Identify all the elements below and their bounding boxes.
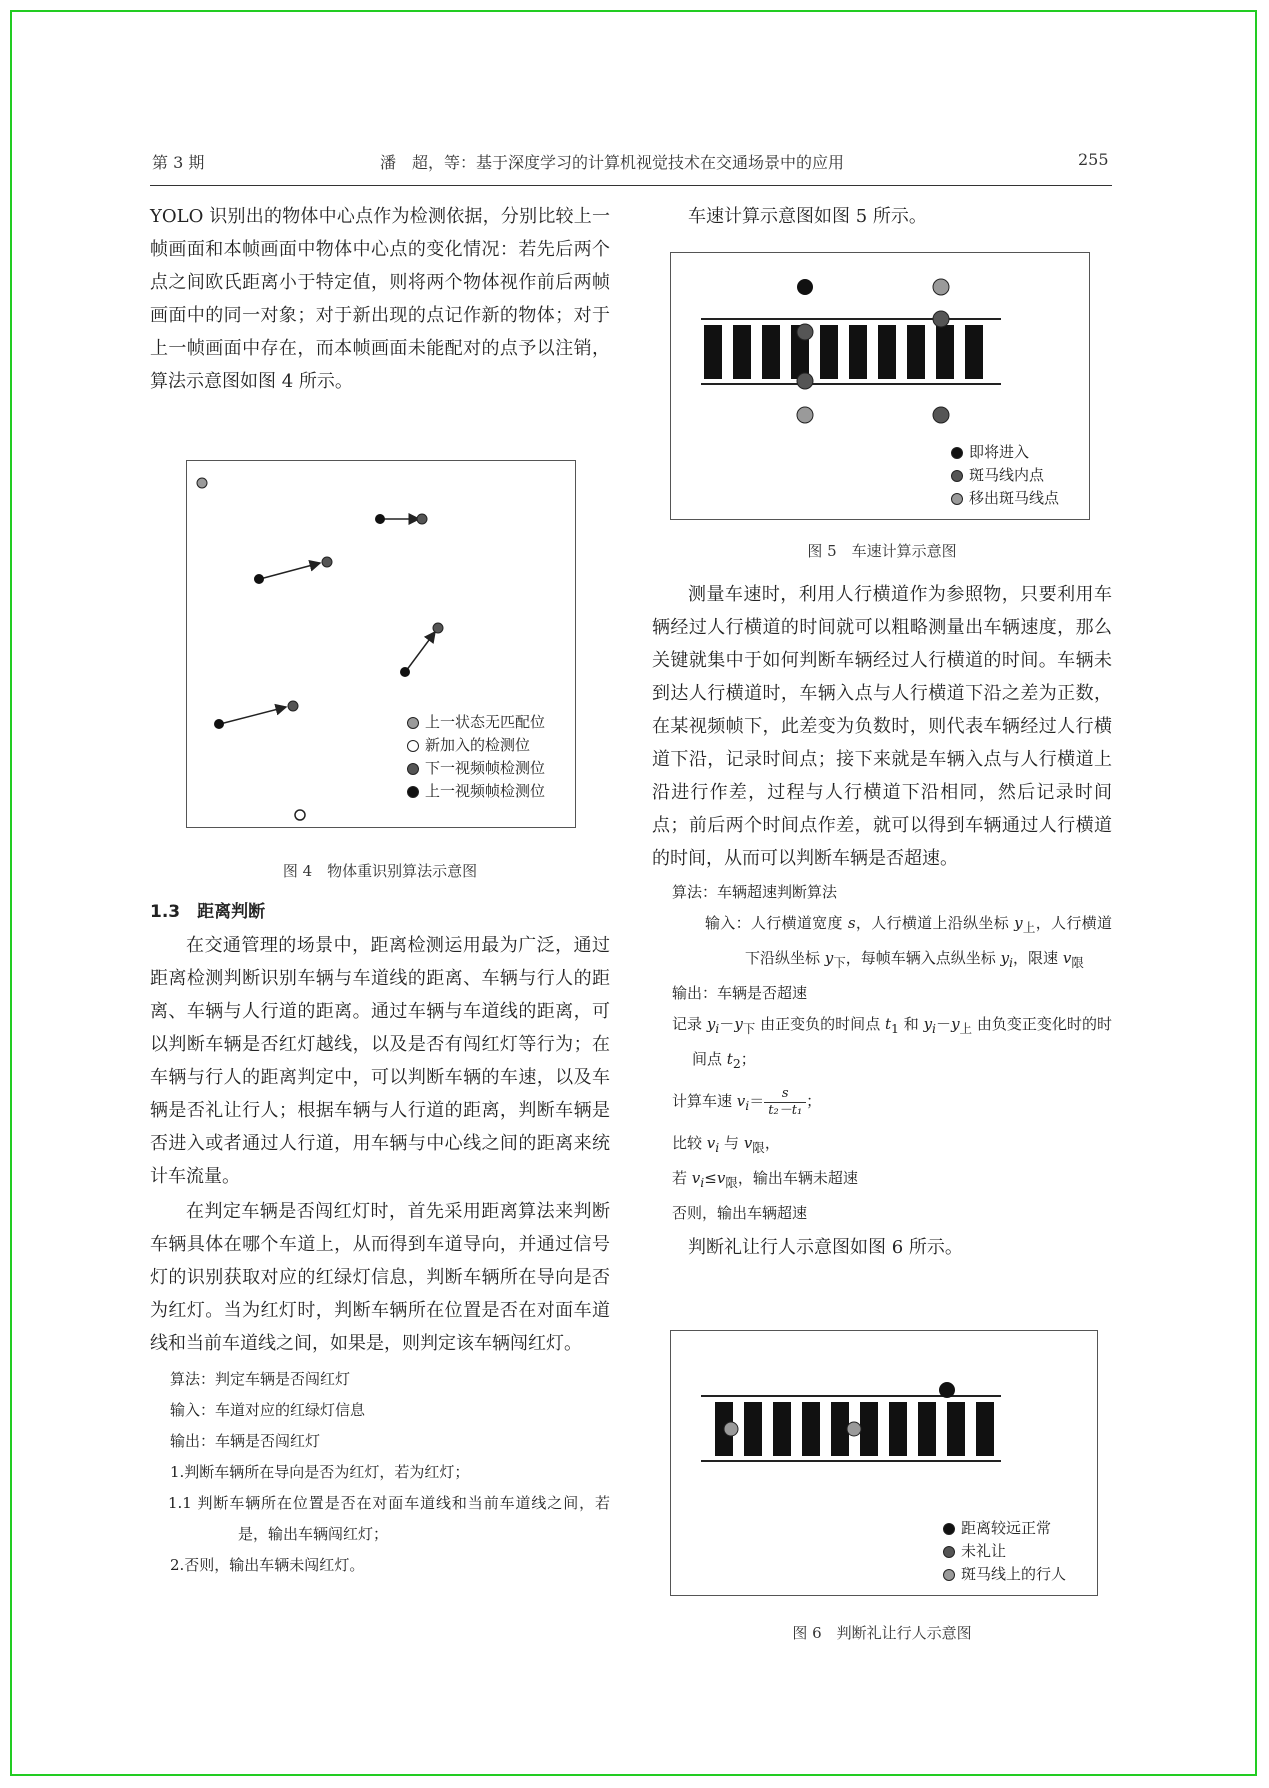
algo-input: 输入：人行横道宽度 s，人行横道上沿纵坐标 $y_上$，人行横道下沿纵坐标 $y_下$，每帧车辆入点纵坐标 $y_i$，限速 $v_限$ bbox=[705, 914, 1112, 970]
figure-6-caption: 图 6 判断礼让行人示意图 bbox=[792, 1624, 972, 1642]
paragraph-yolo: YOLO 识别出的物体中心点作为检测依据，分别比较上一帧画面和本帧画面中物体中心点的变化情况：若先后两个点之间欧氏距离小于特定值，则将两个物体视作前后两帧画面中的同一对象；对于新出现的点记作新的物体；对于上一帧画面中存在，而本帧画面未能配对的点予以注销，算法示意图如图 4 所示。 bbox=[150, 206, 610, 392]
legend-swatch bbox=[407, 717, 419, 729]
figure-6-legend bbox=[943, 1517, 1066, 1586]
legend-item: 下一视频帧检测位 bbox=[407, 757, 545, 780]
right-column-top bbox=[652, 200, 1112, 233]
header-rule bbox=[150, 185, 1112, 186]
next-frame-point bbox=[322, 557, 332, 567]
inside-point bbox=[933, 311, 949, 327]
legend-swatch bbox=[943, 1569, 955, 1581]
page-number: 255 bbox=[1078, 150, 1109, 169]
left-column-top bbox=[150, 200, 610, 398]
left-column-bottom bbox=[150, 895, 610, 1581]
legend-swatch bbox=[943, 1523, 955, 1535]
legend-item: 斑马线上的行人 bbox=[943, 1563, 1066, 1586]
new-detection-point bbox=[295, 810, 305, 820]
track-arrow bbox=[406, 632, 435, 671]
legend-item: 新加入的检测位 bbox=[407, 734, 545, 757]
paragraph-red-light: 在判定车辆是否闯红灯时，首先采用距离算法来判断车辆具体在哪个车道上，从而得到车道导向，并通过信号灯的识别获取对应的红绿灯信息，判断车辆所在导向是否为红灯。当为红灯时，判断车辆所在位置是否在对面车道线和当前车道线之间，如果是，则判定该车辆闯红灯。 bbox=[150, 1201, 610, 1354]
next-frame-point bbox=[288, 701, 298, 711]
entering-point bbox=[797, 279, 813, 295]
pedestrian-point bbox=[847, 1422, 861, 1436]
prev-frame-point bbox=[254, 574, 264, 584]
pedestrian-point bbox=[724, 1422, 738, 1436]
far-normal-point bbox=[939, 1382, 955, 1398]
figure-6-intro: 判断礼让行人示意图如图 6 所示。 bbox=[688, 1237, 963, 1258]
legend-swatch bbox=[407, 740, 419, 752]
legend-item: 斑马线内点 bbox=[951, 464, 1059, 487]
algo-output: 输出：车辆是否超速 bbox=[672, 984, 808, 1002]
legend-item: 上一状态无匹配位 bbox=[407, 711, 545, 734]
unmatched-point bbox=[197, 478, 207, 488]
prev-frame-point bbox=[375, 514, 385, 524]
legend-swatch bbox=[943, 1546, 955, 1558]
algo-if-step: 若 $v_i\le v_限$，输出车辆未超速 bbox=[672, 1169, 858, 1190]
figure-4-legend bbox=[407, 711, 545, 803]
legend-item: 即将进入 bbox=[951, 441, 1059, 464]
next-frame-point bbox=[417, 514, 427, 524]
inside-point bbox=[797, 373, 813, 389]
algorithm-speeding bbox=[652, 877, 1112, 1229]
right-column-middle bbox=[652, 578, 1112, 1264]
algo-compare-step: 比较 $v_i$ 与 $v_限$， bbox=[672, 1134, 780, 1155]
crosswalk-stripes bbox=[704, 325, 983, 379]
legend-item: 未礼让 bbox=[943, 1540, 1066, 1563]
exiting-point bbox=[797, 407, 813, 423]
next-frame-point bbox=[433, 623, 443, 633]
figure-6 bbox=[670, 1330, 1098, 1596]
section-heading: 1.3 距离判断 bbox=[150, 902, 266, 922]
algo-name: 算法：车辆超速判断算法 bbox=[672, 883, 838, 901]
algo-else-step: 否则，输出车辆超速 bbox=[672, 1204, 808, 1222]
algorithm-red-light bbox=[150, 1364, 610, 1581]
legend-swatch bbox=[407, 763, 419, 775]
inside-point bbox=[797, 324, 813, 340]
legend-swatch bbox=[951, 447, 963, 459]
algo-name: 算法：判定车辆是否闯红灯 bbox=[170, 1370, 351, 1388]
track-arrow bbox=[220, 707, 286, 724]
speed-formula-fraction: $\frac{s}{\text{t₂－t₁}}$ bbox=[764, 1086, 806, 1119]
exiting-point bbox=[933, 279, 949, 295]
prev-frame-point bbox=[214, 719, 224, 729]
paragraph-speed: 测量车速时，利用人行横道作为参照物，只要利用车辆经过人行横道的时间就可以粗略测量出车辆速度，那么关键就集中于如何判断车辆经过人行横道的时间。车辆未到达人行横道时，车辆入点与人行横道下沿之差为正数，在某视频帧下，此差变为负数时，则代表车辆经过人行横道下沿，记录时间点；接下来就是车辆入点与人行横道上沿进行作差，过程与人行横道下沿相同，然后记录时间点；前后两个时间点作差，就可以得到车辆通过人行横道的时间，从而可以判断车辆是否超速。 bbox=[652, 584, 1112, 869]
running-title: 潘 超，等：基于深度学习的计算机视觉技术在交通场景中的应用 bbox=[380, 153, 845, 172]
figure-4 bbox=[186, 460, 576, 828]
legend-swatch bbox=[407, 786, 419, 798]
algo-calc-step: 计算车速 $v_i=$ $\frac{s}{\text{t₂－t₁}}$ ； bbox=[672, 1085, 822, 1118]
figure-5-intro: 车速计算示意图如图 5 所示。 bbox=[688, 206, 927, 227]
prev-frame-point bbox=[400, 667, 410, 677]
legend-swatch bbox=[951, 493, 963, 505]
algo-record-step: 记录 $y_i-y_下$ 由正变负的时间点 $t_1$ 和 $y_i-y_上$ 由负变正变化时的时间点 $t_2$； bbox=[672, 1015, 1112, 1071]
algo-step-1: 1.判断车辆所在导向是否为红灯，若为红灯； bbox=[170, 1463, 470, 1481]
algo-step-2: 2.否则，输出车辆未闯红灯。 bbox=[170, 1556, 365, 1574]
legend-item: 距离较远正常 bbox=[943, 1517, 1066, 1540]
legend-swatch bbox=[951, 470, 963, 482]
figure-5-caption: 图 5 车速计算示意图 bbox=[807, 542, 957, 560]
legend-item: 上一视频帧检测位 bbox=[407, 780, 545, 803]
algo-input: 输入：车道对应的红绿灯信息 bbox=[170, 1401, 366, 1419]
figure-5-legend bbox=[951, 441, 1059, 510]
figure-5 bbox=[670, 252, 1090, 520]
algo-output: 输出：车辆是否闯红灯 bbox=[170, 1432, 321, 1450]
track-arrow bbox=[260, 563, 320, 579]
journal-issue: 第 3 期 bbox=[152, 153, 205, 172]
legend-item: 移出斑马线点 bbox=[951, 487, 1059, 510]
algo-step-1-1: 1.1 判断车辆所在位置是否在对面车道线和当前车道线之间，若是，输出车辆闯红灯； bbox=[168, 1494, 610, 1543]
figure-4-caption: 图 4 物体重识别算法示意图 bbox=[282, 862, 478, 880]
inside-point bbox=[933, 407, 949, 423]
paragraph-distance: 在交通管理的场景中，距离检测运用最为广泛，通过距离检测判断识别车辆与车道线的距离、车辆与行人的距离、车辆与人行道的距离。通过车辆与车道线的距离，可以判断车辆是否红灯越线，以及是否有闯红灯等行为；在车辆与行人的距离判定中，可以判断车辆的车速，以及车辆是否礼让行人；根据车辆与人行道的距离，判断车辆是否进入或者通过人行道，用车辆与中心线之间的距离来统计车流量。 bbox=[150, 935, 610, 1187]
